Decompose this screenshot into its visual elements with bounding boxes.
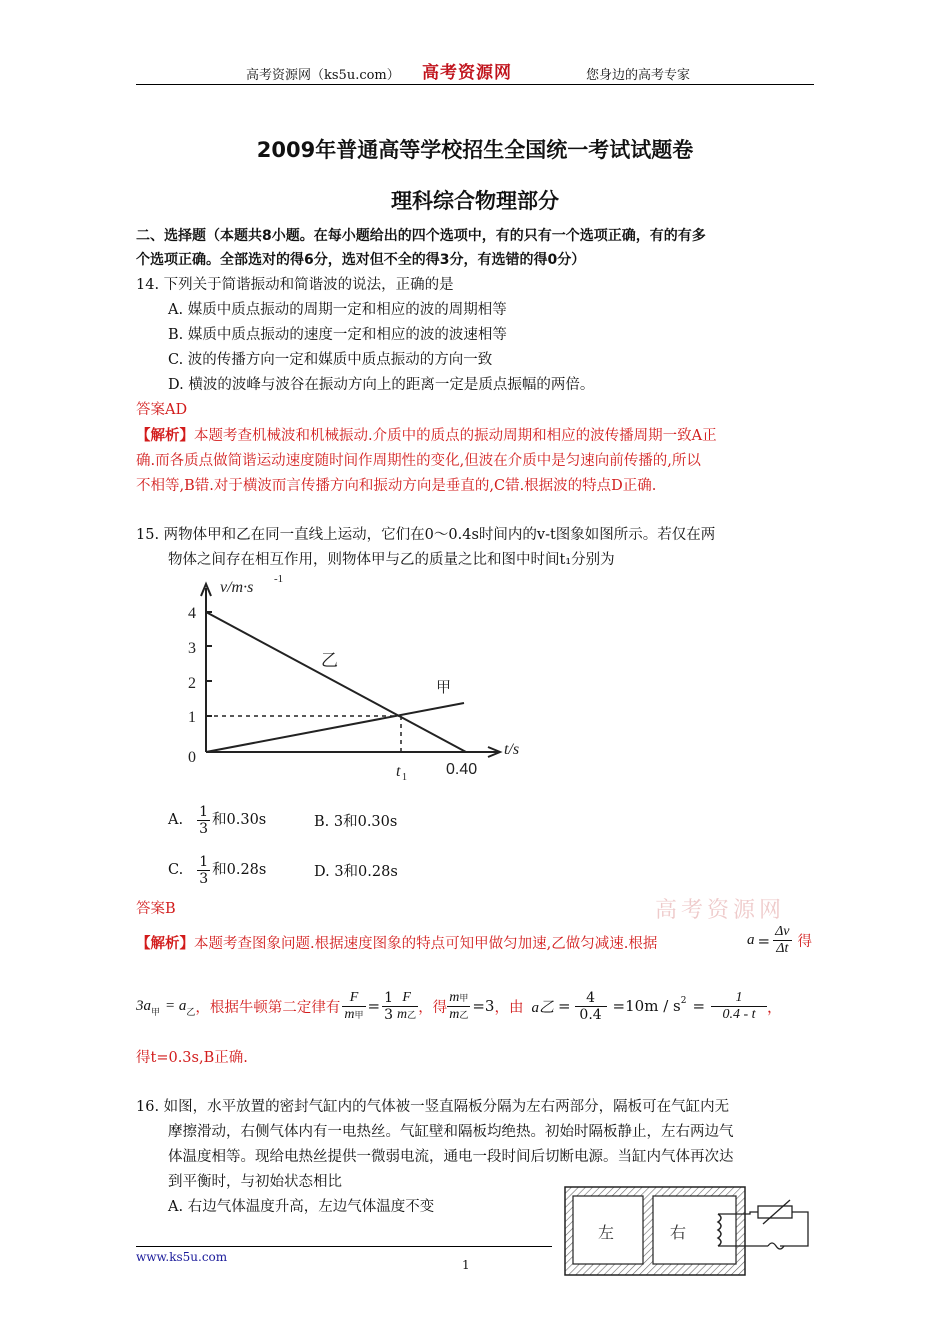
q15-analysis-tag: 【解析】 xyxy=(136,935,194,952)
q15-formula-row xyxy=(136,984,816,1028)
graph-label-t1-sub: 1 xyxy=(402,772,407,783)
formula-sub-yi: 乙 xyxy=(459,1009,469,1020)
formula-1-over-04t xyxy=(711,990,767,1023)
q15-analysis-text-1: 本题考查图象问题.根据速度图象的特点可知甲做匀加速,乙做匀减速.根据 xyxy=(194,936,658,952)
footer-rule xyxy=(136,1246,552,1247)
formula-sq: 2 xyxy=(680,996,687,1006)
graph-ytick-0: 0 xyxy=(188,749,196,766)
formula-m-jia xyxy=(447,990,470,1007)
formula-04: 0.4 xyxy=(579,1006,602,1023)
q14-answer: 答案AD xyxy=(136,402,188,418)
q15-option-a-rest: 和0.30s xyxy=(212,812,267,828)
q14-option-d: D. 横波的波峰与波谷在振动方向上的距离一定是质点振幅的两倍。 xyxy=(168,377,595,393)
q14-analysis-text-1: 本题考查机械波和机械振动.介质中的质点的振动周期和相应的波传播周期一致A正 xyxy=(194,428,717,444)
q15-stem-line-1: 15. 两物体甲和乙在同一直线上运动，它们在0～0.4s时间内的v-t图象如图所示。若仅在两 xyxy=(136,527,716,543)
q14-option-b: B. 媒质中质点振动的速度一定和相应的波的波速相等 xyxy=(168,327,507,343)
formula-sub-yi: 乙 xyxy=(186,1007,196,1018)
watermark: 高考资源网 xyxy=(655,898,786,923)
formula-04t: 0.4 - t xyxy=(722,1006,756,1022)
frac-den: 3 xyxy=(199,820,209,837)
formula-mass-ratio xyxy=(447,990,470,1023)
q14-stem: 14. 下列关于简谐振动和简谐波的说法，正确的是 xyxy=(136,277,454,293)
formula-4: 4 xyxy=(575,990,607,1007)
formula-m: m xyxy=(449,989,460,1005)
q14-analysis-line-3: 不相等,B错.对于横波而言传播方向和振动方向是垂直的,C错.根据波的特点D正确. xyxy=(136,478,657,494)
q16-line-2: 摩擦滑动，右侧气体内有一电热丝。气缸壁和隔板均绝热。初始时隔板静止，左右两边气 xyxy=(168,1124,734,1140)
q15-conclusion: 得t=0.3s,B正确. xyxy=(136,1050,248,1066)
q15-option-a-fraction xyxy=(197,804,210,837)
formula-sub-jia: 甲 xyxy=(354,1009,364,1020)
vt-graph xyxy=(176,570,536,792)
label-left: 左 xyxy=(598,1223,615,1242)
q15-option-a xyxy=(168,800,266,840)
header-left: 高考资源网（ks5u.com） xyxy=(246,68,400,83)
q15-analysis-mid-3: ，由 xyxy=(494,999,524,1016)
graph-ylabel: v/m·s xyxy=(220,579,254,596)
q15-stem-line-2: 物体之间存在相互作用，则物体甲与乙的质量之比和图中时间t₁分别为 xyxy=(168,552,615,568)
header-right: 您身边的高考专家 xyxy=(586,68,691,83)
graph-ytick-1: 1 xyxy=(188,709,196,726)
formula-eq: = xyxy=(557,997,571,1015)
graph-label-jia: 甲 xyxy=(436,680,452,696)
page-header xyxy=(136,64,814,85)
right-chamber xyxy=(653,1196,736,1264)
graph-ytick-4: 4 xyxy=(188,605,196,622)
q15-option-c-letter: C. xyxy=(168,862,184,878)
section-header-line-1: 二、选择题（本题共8小题。在每小题给出的四个选项中，有的只有一个选项正确，有的有多 xyxy=(136,228,706,244)
formula-eq: = xyxy=(757,931,771,950)
page-subtitle: 理科综合物理部分 xyxy=(391,189,559,213)
formula-sub-jia: 甲 xyxy=(459,992,469,1003)
q15-analysis-de: 得 xyxy=(797,934,813,950)
graph-label-t1: t xyxy=(396,763,401,780)
formula-m-jia xyxy=(342,1007,365,1023)
q16-line-3: 体温度相等。现给电热丝提供一微弱电流，通电一段时间后切断电源。当缸内气体再次达 xyxy=(168,1149,734,1165)
q14-analysis-tag: 【解析】 xyxy=(136,427,194,444)
formula-a-def xyxy=(747,924,812,957)
formula-m: m xyxy=(397,1006,408,1022)
frac-den: 3 xyxy=(199,870,209,887)
formula-eq: = xyxy=(367,997,381,1015)
graph-line-yi xyxy=(206,612,466,752)
q15-option-c-rest: 和0.28s xyxy=(212,862,267,878)
q14-analysis-line-1 xyxy=(136,424,717,448)
formula-a: a xyxy=(747,932,755,948)
formula-m-yi xyxy=(395,1007,418,1023)
q16-line-4: 到平衡时，与初始状态相比 xyxy=(168,1174,342,1190)
graph-line-jia xyxy=(206,703,464,752)
formula-comma: ， xyxy=(767,997,783,1016)
frac-num: 1 xyxy=(199,853,209,870)
page-title: 2009年普通高等学校招生全国统一考试试题卷 xyxy=(256,138,694,162)
formula-m: m xyxy=(344,1006,355,1022)
formula-m: m xyxy=(449,1006,460,1022)
footer-url[interactable]: www.ks5u.com xyxy=(136,1250,228,1264)
q16-line-1: 16. 如图，水平放置的密封气缸内的气体被一竖直隔板分隔为左右两部分，隔板可在气缸内无 xyxy=(136,1099,730,1115)
graph-label-yi: 乙 xyxy=(321,651,338,670)
rheostat-arrow xyxy=(763,1200,790,1224)
q15-analysis-mid-1: ，根据牛顿第二定律有 xyxy=(195,999,341,1016)
q15-option-a-letter: A. xyxy=(168,812,184,828)
formula-eq: = xyxy=(692,997,706,1015)
formula-dv-dt xyxy=(773,924,791,957)
graph-label-end: 0.40 xyxy=(446,761,478,778)
formula-a-yi: a乙 xyxy=(531,999,554,1016)
formula-10: =10m / s xyxy=(612,997,681,1015)
header-logo: 高考资源网 xyxy=(422,63,512,83)
page-number: 1 xyxy=(462,1258,470,1272)
q15-analysis-line-1 xyxy=(136,932,657,956)
q15-option-c-fraction xyxy=(197,854,210,887)
q14-option-c: C. 波的传播方向一定和媒质中质点振动的方向一致 xyxy=(168,352,493,368)
q15-option-d: D. 3和0.28s xyxy=(314,864,398,880)
q15-answer: 答案B xyxy=(136,901,176,917)
formula-eq-3: =3 xyxy=(472,997,495,1015)
graph-ytick-3: 3 xyxy=(188,640,196,657)
graph-ylabel-sup: -1 xyxy=(274,573,284,585)
graph-ytick-2: 2 xyxy=(188,675,196,692)
formula-F: F xyxy=(342,990,365,1007)
formula-sub-jia: 甲 xyxy=(151,1007,161,1018)
formula-4-over-04 xyxy=(575,990,607,1023)
graph-xlabel: t/s xyxy=(504,741,520,758)
q15-analysis-mid-2: ，得 xyxy=(418,999,448,1016)
section-header-line-2: 个选项正确。全部选对的得6分，选对但不全的得3分，有选错的得0分） xyxy=(136,252,586,268)
label-right: 右 xyxy=(670,1223,687,1242)
formula-sub-yi: 乙 xyxy=(407,1009,417,1020)
cylinder-figure xyxy=(560,1184,820,1278)
formula-F-over-mjia xyxy=(342,990,365,1023)
q15-option-b: B. 3和0.30s xyxy=(314,814,398,830)
rheostat xyxy=(758,1206,792,1218)
formula-one-third xyxy=(382,990,395,1023)
formula-one: 1 xyxy=(711,990,767,1007)
formula-F-over-myi xyxy=(395,990,418,1023)
formula-3: 3 xyxy=(384,1006,394,1023)
q16-option-a: A. 右边气体温度升高，左边气体温度不变 xyxy=(168,1199,435,1215)
frac-num: 1 xyxy=(199,803,209,820)
formula-dv: Δv xyxy=(775,924,790,939)
q14-analysis-line-2: 确.而各质点做简谐运动速度随时间作周期性的变化,但波在介质中是匀速向前传播的,所以 xyxy=(136,453,701,469)
formula-3a: 3a xyxy=(136,997,151,1014)
q14-option-a: A. 媒质中质点振动的周期一定和相应的波的周期相等 xyxy=(168,302,507,318)
formula-F: F xyxy=(395,990,418,1007)
formula-m-yi xyxy=(447,1007,470,1023)
formula-eq-a: = a xyxy=(165,997,187,1014)
formula-dt: Δt xyxy=(776,941,789,956)
circuit-wire xyxy=(780,1212,808,1246)
q15-option-c xyxy=(168,850,266,890)
formula-1: 1 xyxy=(384,989,394,1006)
